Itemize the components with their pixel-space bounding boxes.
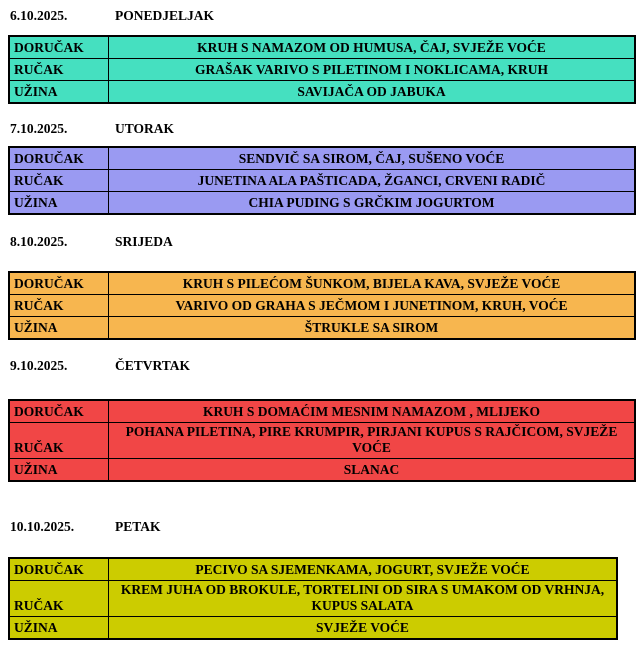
meal-row	[9, 192, 635, 215]
date-line	[10, 358, 642, 373]
menu-table-friday	[8, 557, 618, 640]
meal-label-cell: DORUČAK	[9, 558, 109, 581]
meal-row	[9, 459, 635, 482]
meal-label-cell: UŽINA	[9, 459, 109, 482]
meal-label-cell: DORUČAK	[9, 400, 109, 423]
meal-label-cell: RUČAK	[9, 295, 109, 317]
meal-text-cell: SLANAC	[109, 459, 636, 482]
day-section-friday	[0, 482, 642, 640]
meal-row	[9, 400, 635, 423]
day-name: PONEDJELJAK	[115, 8, 215, 23]
meal-text-cell: POHANA PILETINA, PIRE KRUMPIR, PIRJANI KUPUS S RAJČICOM, SVJEŽE VOĆE	[109, 423, 636, 459]
meal-text-cell: GRAŠAK VARIVO S PILETINOM I NOKLICAMA, KRUH	[109, 59, 636, 81]
date-label: 7.10.2025.	[10, 121, 68, 136]
meal-row	[9, 36, 635, 59]
meal-text-cell: KRUH S DOMAĆIM MESNIM NAMAZOM , MLIJEKO	[109, 400, 636, 423]
meal-row	[9, 317, 635, 340]
meal-text-cell: SAVIJAČA OD JABUKA	[109, 81, 636, 104]
meal-row	[9, 558, 617, 581]
meal-label-cell: RUČAK	[9, 581, 109, 617]
meal-label-cell: DORUČAK	[9, 147, 109, 170]
meal-text-cell: VARIVO OD GRAHA S JEČMOM I JUNETINOM, KRUH, VOĆE	[109, 295, 636, 317]
date-line	[10, 8, 642, 23]
meal-row	[9, 59, 635, 81]
menu-table-thursday	[8, 399, 636, 482]
date-label: 9.10.2025.	[10, 358, 68, 373]
meal-label-cell: UŽINA	[9, 617, 109, 640]
meal-row	[9, 272, 635, 295]
meal-row	[9, 295, 635, 317]
meal-row	[9, 423, 635, 459]
menu-table-tuesday	[8, 146, 636, 215]
meal-text-cell: KRUH S NAMAZOM OD HUMUSA, ČAJ, SVJEŽE VOĆE	[109, 36, 636, 59]
meal-label-cell: UŽINA	[9, 192, 109, 215]
meal-text-cell: SVJEŽE VOĆE	[109, 617, 618, 640]
meal-label-cell: RUČAK	[9, 59, 109, 81]
meal-row	[9, 617, 617, 640]
meal-label-cell: DORUČAK	[9, 272, 109, 295]
day-name: ČETVRTAK	[115, 358, 191, 373]
meal-label-cell: UŽINA	[9, 317, 109, 340]
meal-text-cell: JUNETINA ALA PAŠTICADA, ŽGANCI, CRVENI RADIČ	[109, 170, 636, 192]
meal-label-cell: RUČAK	[9, 423, 109, 459]
menu-table-monday	[8, 35, 636, 104]
meal-row	[9, 170, 635, 192]
meal-label-cell: RUČAK	[9, 170, 109, 192]
date-line	[10, 519, 642, 534]
date-label: 8.10.2025.	[10, 234, 68, 249]
meal-text-cell: SENDVIČ SA SIROM, ČAJ, SUŠENO VOĆE	[109, 147, 636, 170]
meal-row	[9, 81, 635, 104]
date-label: 10.10.2025.	[10, 519, 75, 534]
meal-label-cell: DORUČAK	[9, 36, 109, 59]
day-section-monday	[0, 0, 642, 104]
date-line	[10, 121, 642, 136]
day-name: UTORAK	[115, 121, 175, 136]
meal-text-cell: KREM JUHA OD BROKULE, TORTELINI OD SIRA S UMAKOM OD VRHNJA, KUPUS SALATA	[109, 581, 618, 617]
date-label: 6.10.2025.	[10, 8, 68, 23]
day-name: PETAK	[115, 519, 161, 534]
day-name: SRIJEDA	[115, 234, 173, 249]
meal-text-cell: ŠTRUKLE SA SIROM	[109, 317, 636, 340]
meal-text-cell: PECIVO SA SJEMENKAMA, JOGURT, SVJEŽE VOĆE	[109, 558, 618, 581]
day-section-thursday	[0, 340, 642, 482]
meal-text-cell: CHIA PUDING S GRČKIM JOGURTOM	[109, 192, 636, 215]
day-section-wednesday	[0, 215, 642, 340]
day-section-tuesday	[0, 104, 642, 215]
meal-row	[9, 147, 635, 170]
meal-row	[9, 581, 617, 617]
meal-label-cell: UŽINA	[9, 81, 109, 104]
menu-table-wednesday	[8, 271, 636, 340]
meal-text-cell: KRUH S PILEĆOM ŠUNKOM, BIJELA KAVA, SVJEŽE VOĆE	[109, 272, 636, 295]
date-line	[10, 234, 642, 249]
